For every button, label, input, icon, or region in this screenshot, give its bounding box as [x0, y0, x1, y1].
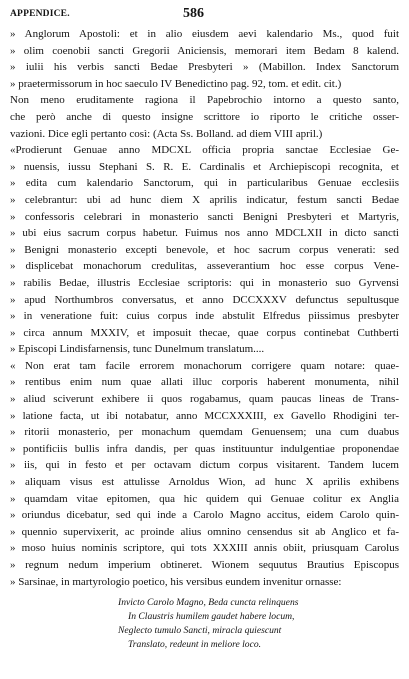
text-line: » quennio supervixerit, ac proinde alius omnino censendus sit ab Anglico et fa- — [10, 525, 399, 538]
text-line: » oriundus dicebatur, sed qui inde a Carolo Magno accitus, eidem Carolo quin- — [10, 509, 399, 522]
text-line: » circa annum MXXIV, et imposuit thecae, quae corpus continebat Cuthberti — [10, 326, 399, 339]
text-line: » Episcopi Lindisfarnensis, tunc Dunelmum translatum.... — [10, 343, 265, 356]
text-line: » Benigni monasterio excepti benevole, et hoc sacrum corpus venerati: sed — [10, 243, 399, 256]
text-line: » apud Northumbros conversatus, et anno DCCXXXV defunctus sepultusque — [10, 293, 399, 306]
verse-line: In Claustris humilem gaudet habere locum, — [128, 611, 295, 623]
verse-line: Neglecto tumulo Sancti, miracla quiescunt — [118, 625, 282, 637]
text-line: » regnum nedum imperium obtineret. Wionem sequutus Brautius Episcopus — [10, 559, 399, 571]
text-line: » aliud sciverunt exhibere ii quos rogabamus, quam paucas lineas de Trans- — [10, 393, 399, 406]
text-line: » ubi eius sacrum corpus habetur. Fuimus nos anno MDCLXII in dicto sancti — [10, 227, 399, 240]
text-line: » moso huius nominis scriptore, qui tots XXXIII annis obiit, priusquam Carolus — [10, 542, 399, 555]
text-line: » aliquam visus est attulisse Arnoldus Wion, ad hunc X aprilis exhibens — [10, 476, 399, 489]
page-header — [10, 6, 399, 26]
text-line: » iis, qui in festo et per octavam dictum corpus visitarent. Tandem lucem — [10, 459, 399, 472]
text-line: » olim coenobii sancti Gregorii Aniciensis, memorari item Bedam 8 kalend. — [10, 44, 399, 57]
text-line: » iulii his verbis sancti Bedae Presbyteri » (Mabillon. Index Sanctorum — [10, 61, 399, 74]
verse-quotation — [118, 596, 399, 652]
text-line: » displicebat monachorum credulitas, asseverantium hoc esse corpus Vene- — [10, 260, 399, 273]
text-line: » rentibus enim num quae allati illuc corporis haberent monumenta, nihil — [10, 376, 399, 389]
text-line: che però anche di questo insigne scrittore io riporto le critiche osser- — [10, 110, 399, 123]
verse-line: Translato, redeunt in meliore loco. — [128, 639, 262, 651]
body-text — [10, 26, 399, 590]
text-line: » Sarsinae, in martyrologio poetico, his versibus eundem invenitur ornasse: — [10, 575, 342, 588]
text-line: » ritorii monasterio, per monachum quemdam Genuensem; una cum duabus — [10, 426, 399, 439]
text-line: » confessoris celebrari in monasterio sancti Benigni Presbyteri et Martyris, — [10, 210, 399, 223]
text-line: » quamdam vitae epitomen, qua hic quidem qui Genuae colitur ex Anglia — [10, 492, 399, 505]
text-line: » in veneratione fuit: cuius corpus inde abstulit Elfredus piissimus presbyter — [10, 310, 399, 323]
verse-line: Invicto Carolo Magno, Beda cuncta relinquens — [118, 597, 299, 609]
text-line: » latione facta, ut ibi notabatur, anno MCCXXXIII, ex Gavello Rhodigini ter- — [10, 409, 399, 422]
text-line: » edita cum kalendario Sanctorum, qui in particularibus Genuae ecclesiis — [10, 177, 399, 190]
text-line: «Prodierunt Genuae anno MDCXL officia propria sanctae Ecclesiae Ge- — [10, 144, 399, 157]
text-line: « Non erat tam facile errorem monachorum corrigere quam notare: quae- — [10, 359, 399, 372]
text-line: » nuensis, iussu Stephani S. R. E. Cardinalis et Archiepiscopi recognita, et — [10, 160, 399, 173]
running-head: APPENDICE. — [10, 9, 70, 19]
text-line: vazioni. Dice egli pertanto così: (Acta Ss. Bolland. ad diem VIII april.) — [10, 127, 323, 140]
page-number: 586 — [183, 6, 204, 21]
text-line: » pontificiis bullis infra dandis, per quas instituuntur indulgentiae proponendae — [10, 442, 399, 455]
text-line: » praetermissorum in hoc saeculo IV Benedictino pag. 92, tom. et edit. cit.) — [10, 77, 342, 90]
text-line: » celebrantur: ubi ad hunc diem X aprilis indicatur, festum sancti Bedae — [10, 193, 399, 206]
text-line: Non meno eruditamente ragiona il Papebrochio intorno a questo santo, — [10, 94, 399, 107]
text-line: » rabilis Bedae, illustris Ecclesiae scriptoris: qui in monasterio suo Gyrvensi — [10, 276, 399, 289]
text-line: » Anglorum Apostoli: et in alio eiusdem aevi kalendario Ms., quod fuit — [10, 28, 399, 40]
